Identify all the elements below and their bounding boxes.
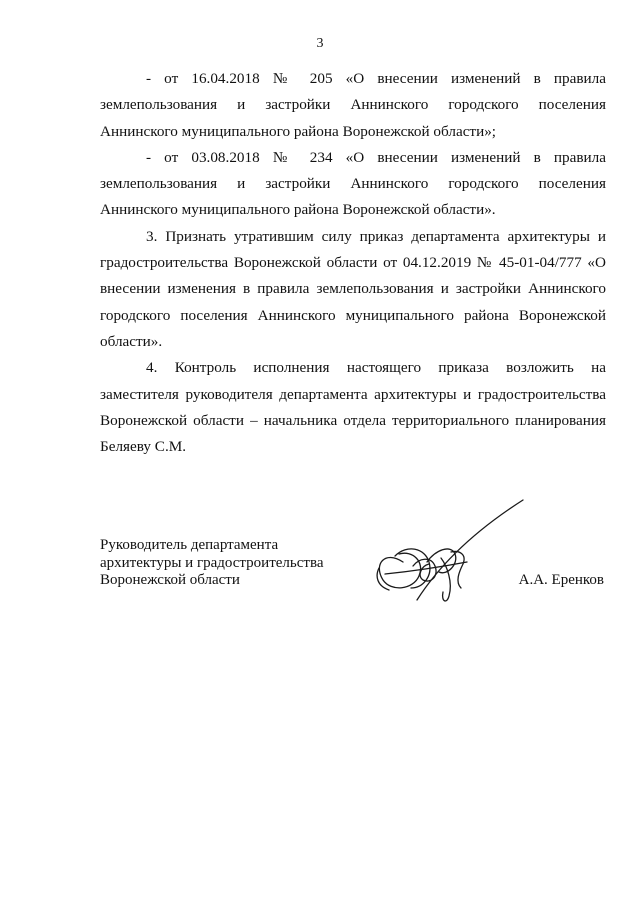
- document-body: [100, 66, 606, 460]
- signatory-position-line-2: архитектуры и градостроительства: [100, 554, 324, 571]
- signatory-position: [100, 537, 323, 590]
- signatory-name: А.А. Еренков: [518, 572, 604, 588]
- page-number: 3: [316, 36, 324, 51]
- amendment-item-2: - от 03.08.2018 № 234 «О внесении изменений в правила землепользования и застройки Аннинского городского поселения Аннинского муниципального района Воронежской области».: [100, 148, 606, 219]
- clause-4: 4. Контроль исполнения настоящего приказа возложить на заместителя руководителя департамента архитектуры и градостроительства Воронежской области – начальника отдела территориального планирования Беляеву С.М.: [100, 359, 606, 456]
- clause-3: 3. Признать утратившим силу приказ департамента архитектуры и градостроительства Воронежской области от 04.12.2019 № 45-01-04/777 «О внесении изменения в правила землепользования и застройки Аннинского городского поселения Аннинского муниципального района Воронежской области».: [100, 227, 606, 350]
- amendment-item-1: - от 16.04.2018 № 205 «О внесении изменений в правила землепользования и застройки Аннинского городского поселения Аннинского муниципального района Воронежской области»;: [100, 70, 606, 140]
- handwritten-signature: [355, 492, 535, 612]
- signatory-position-line-1: Руководитель департамента: [100, 537, 279, 553]
- signatory-position-line-3: Воронежской области: [100, 572, 240, 588]
